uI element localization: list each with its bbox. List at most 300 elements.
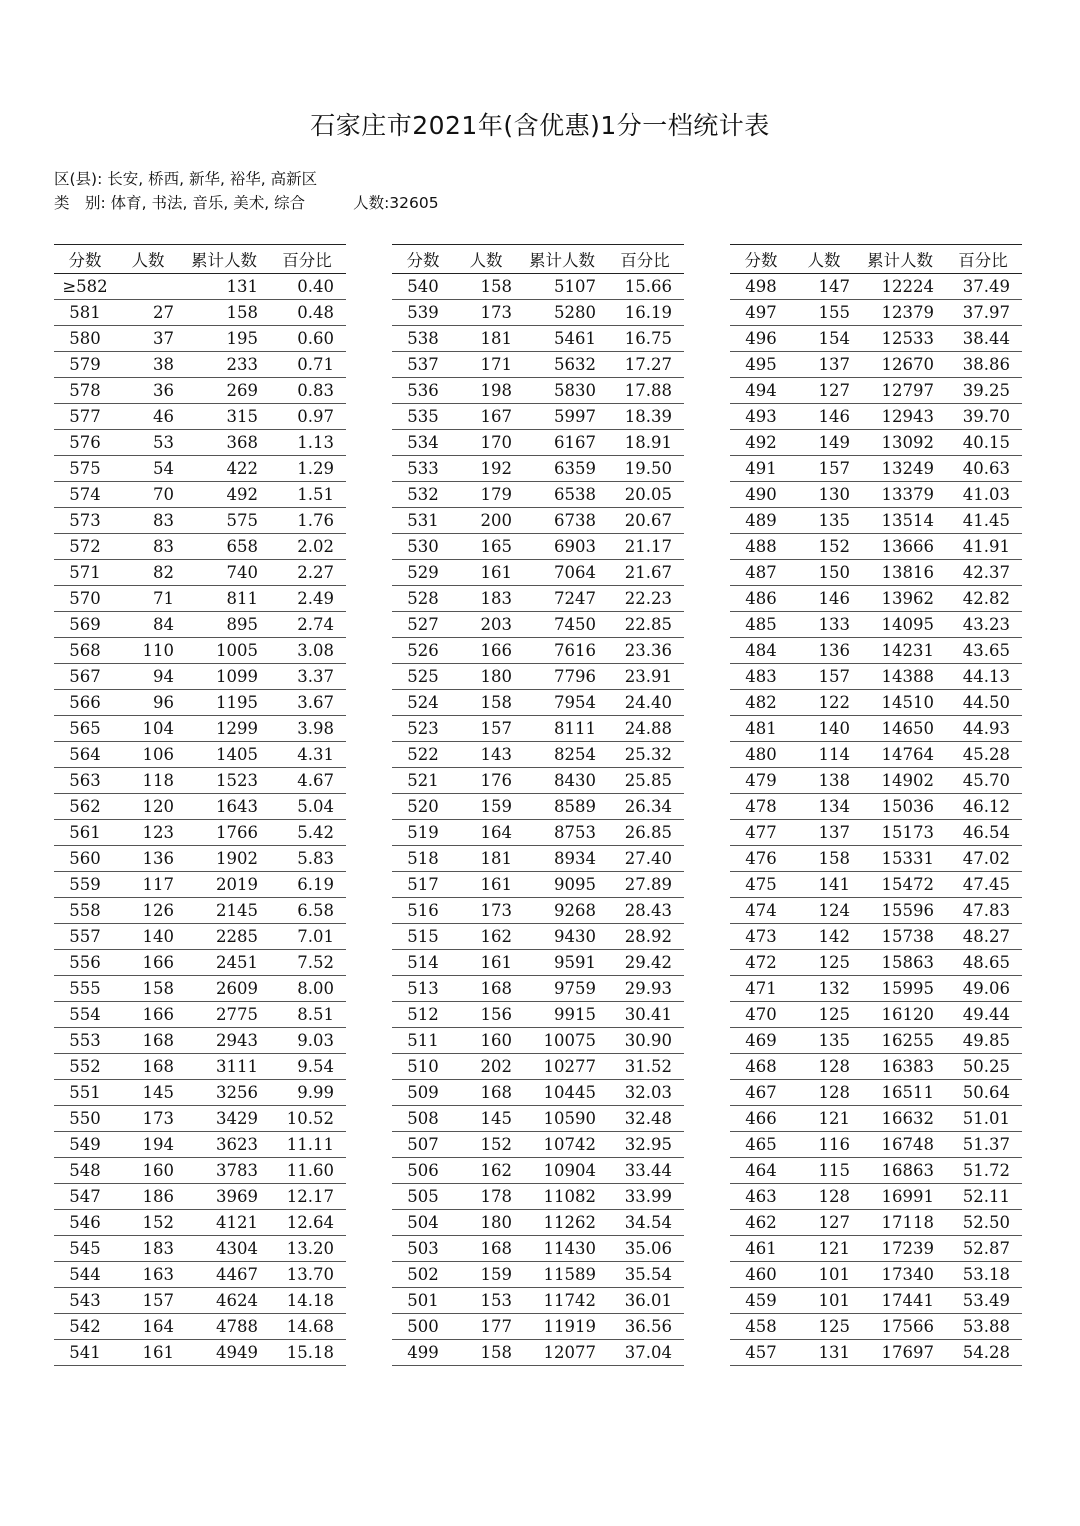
cell-score: 473 [730,924,792,950]
cell-cumulative: 15596 [856,898,944,924]
cell-cumulative: 4624 [180,1288,268,1314]
cell-cumulative: 13249 [856,456,944,482]
cell-cumulative: 3623 [180,1132,268,1158]
cell-score: 469 [730,1028,792,1054]
cell-count [116,274,180,300]
cell-percent: 17.88 [606,378,684,404]
cell-score: 462 [730,1210,792,1236]
cell-percent: 20.05 [606,482,684,508]
cell-percent: 14.68 [268,1314,346,1340]
cell-cumulative: 3256 [180,1080,268,1106]
cell-count: 128 [792,1080,856,1106]
cell-count: 94 [116,664,180,690]
table-row [730,482,1022,508]
cell-count: 162 [454,924,518,950]
table-row [392,352,684,378]
cell-percent: 24.40 [606,690,684,716]
cell-percent: 2.49 [268,586,346,612]
cell-percent: 11.60 [268,1158,346,1184]
cell-percent: 25.85 [606,768,684,794]
cell-score: 524 [392,690,454,716]
cell-score: 562 [54,794,116,820]
cell-cumulative: 1643 [180,794,268,820]
cell-count: 178 [454,1184,518,1210]
cell-score: 559 [54,872,116,898]
cell-percent: 22.85 [606,612,684,638]
cell-cumulative: 15173 [856,820,944,846]
table-row [392,950,684,976]
score-table-3 [730,244,1022,1366]
cell-count: 181 [454,846,518,872]
cell-percent: 47.83 [944,898,1022,924]
table-header-row [54,245,346,274]
cell-percent: 4.31 [268,742,346,768]
table-row [730,1002,1022,1028]
cell-score: 577 [54,404,116,430]
cell-cumulative: 12670 [856,352,944,378]
table-row [392,1288,684,1314]
table-row [54,1340,346,1366]
cell-count: 180 [454,1210,518,1236]
cell-percent: 19.50 [606,456,684,482]
cell-score: 544 [54,1262,116,1288]
cell-count: 126 [116,898,180,924]
cell-percent: 47.45 [944,872,1022,898]
table-row [392,1262,684,1288]
cell-count: 84 [116,612,180,638]
cell-count: 137 [792,352,856,378]
score-table [54,244,346,1366]
cell-cumulative: 131 [180,274,268,300]
cell-cumulative: 8111 [518,716,606,742]
cell-percent: 42.37 [944,560,1022,586]
cell-cumulative: 2943 [180,1028,268,1054]
cell-count: 146 [792,404,856,430]
table-row [54,1184,346,1210]
cell-percent: 21.67 [606,560,684,586]
cell-count: 176 [454,768,518,794]
cell-cumulative: 7954 [518,690,606,716]
cell-cumulative: 10075 [518,1028,606,1054]
cell-cumulative: 8430 [518,768,606,794]
cell-cumulative: 17697 [856,1340,944,1366]
table-row [392,274,684,300]
cell-percent: 49.06 [944,976,1022,1002]
table-row [392,742,684,768]
cell-score: 563 [54,768,116,794]
cell-score: 465 [730,1132,792,1158]
table-row [54,534,346,560]
cell-percent: 28.43 [606,898,684,924]
cell-count: 140 [116,924,180,950]
cell-score: 458 [730,1314,792,1340]
cell-cumulative: 158 [180,300,268,326]
cell-percent: 37.49 [944,274,1022,300]
cell-score: 521 [392,768,454,794]
cell-percent: 6.58 [268,898,346,924]
cell-percent: 36.56 [606,1314,684,1340]
cell-percent: 20.67 [606,508,684,534]
cell-count: 117 [116,872,180,898]
cell-count: 70 [116,482,180,508]
cell-percent: 53.49 [944,1288,1022,1314]
cell-count: 36 [116,378,180,404]
cell-percent: 1.13 [268,430,346,456]
cell-count: 168 [454,1236,518,1262]
cell-count: 160 [454,1028,518,1054]
cell-count: 131 [792,1340,856,1366]
table-row [392,924,684,950]
cell-score: 516 [392,898,454,924]
cell-count: 122 [792,690,856,716]
table-row [392,378,684,404]
table-row [730,1236,1022,1262]
table-row [54,1314,346,1340]
cell-count: 158 [116,976,180,1002]
cell-cumulative: 3783 [180,1158,268,1184]
cell-score: 527 [392,612,454,638]
cell-percent: 1.29 [268,456,346,482]
cell-cumulative: 10904 [518,1158,606,1184]
cell-score: 476 [730,846,792,872]
cell-cumulative: 9915 [518,1002,606,1028]
table-row [54,612,346,638]
table-row [730,404,1022,430]
cell-count: 138 [792,768,856,794]
total-count: 人数:32605 [353,194,439,212]
cell-percent: 18.39 [606,404,684,430]
table-row [54,924,346,950]
cell-count: 177 [454,1314,518,1340]
cell-percent: 30.90 [606,1028,684,1054]
cell-cumulative: 4121 [180,1210,268,1236]
cell-count: 115 [792,1158,856,1184]
table-row [392,976,684,1002]
table-row [54,1158,346,1184]
cell-percent: 27.89 [606,872,684,898]
table-row [730,976,1022,1002]
cell-score: 494 [730,378,792,404]
cell-score: 526 [392,638,454,664]
cell-count: 166 [116,1002,180,1028]
cell-score: 538 [392,326,454,352]
table-row [54,664,346,690]
cell-count: 166 [454,638,518,664]
cell-percent: 2.02 [268,534,346,560]
cell-score: 536 [392,378,454,404]
cell-score: 517 [392,872,454,898]
cell-count: 203 [454,612,518,638]
cell-score: 474 [730,898,792,924]
table-row [54,508,346,534]
table-row [730,950,1022,976]
table-row [54,638,346,664]
cell-cumulative: 12379 [856,300,944,326]
cell-percent: 0.83 [268,378,346,404]
cell-percent: 2.74 [268,612,346,638]
cell-count: 157 [454,716,518,742]
cell-count: 127 [792,1210,856,1236]
cell-cumulative: 6903 [518,534,606,560]
cell-percent: 45.28 [944,742,1022,768]
cell-cumulative: 2285 [180,924,268,950]
cell-percent: 5.42 [268,820,346,846]
cell-percent: 3.08 [268,638,346,664]
cell-percent: 38.44 [944,326,1022,352]
cell-cumulative: 2145 [180,898,268,924]
cell-cumulative: 14764 [856,742,944,768]
cell-score: 504 [392,1210,454,1236]
cell-cumulative: 14650 [856,716,944,742]
cell-score: 460 [730,1262,792,1288]
table-row [392,1210,684,1236]
cell-score: 500 [392,1314,454,1340]
cell-cumulative: 3969 [180,1184,268,1210]
cell-score: 512 [392,1002,454,1028]
cell-score: 575 [54,456,116,482]
cell-score: 491 [730,456,792,482]
cell-cumulative: 1195 [180,690,268,716]
cell-percent: 32.48 [606,1106,684,1132]
table-row [730,1080,1022,1106]
cell-percent: 9.99 [268,1080,346,1106]
cell-percent: 37.04 [606,1340,684,1366]
table-row [392,768,684,794]
cell-percent: 29.42 [606,950,684,976]
cell-count: 161 [454,560,518,586]
cell-cumulative: 9430 [518,924,606,950]
header-score: 分数 [392,245,454,274]
header-score: 分数 [730,245,792,274]
table-row [730,716,1022,742]
cell-score: 543 [54,1288,116,1314]
cell-score: 493 [730,404,792,430]
table-row [54,300,346,326]
cell-count: 158 [454,690,518,716]
cell-cumulative: 13379 [856,482,944,508]
cell-percent: 44.13 [944,664,1022,690]
table-row [730,534,1022,560]
cell-percent: 10.52 [268,1106,346,1132]
cell-score: 481 [730,716,792,742]
cell-count: 159 [454,1262,518,1288]
cell-cumulative: 5280 [518,300,606,326]
cell-percent: 43.65 [944,638,1022,664]
table-row [730,326,1022,352]
cell-score: 484 [730,638,792,664]
cell-score: 475 [730,872,792,898]
cell-cumulative: 10445 [518,1080,606,1106]
cell-count: 158 [454,1340,518,1366]
cell-cumulative: 575 [180,508,268,534]
cell-score: 522 [392,742,454,768]
cell-count: 121 [792,1236,856,1262]
cell-percent: 50.25 [944,1054,1022,1080]
table-row [54,456,346,482]
cell-cumulative: 16383 [856,1054,944,1080]
cell-cumulative: 5830 [518,378,606,404]
cell-percent: 24.88 [606,716,684,742]
cell-count: 198 [454,378,518,404]
cell-count: 157 [792,456,856,482]
cell-count: 46 [116,404,180,430]
cell-cumulative: 7247 [518,586,606,612]
cell-count: 120 [116,794,180,820]
cell-cumulative: 12797 [856,378,944,404]
table-row [54,794,346,820]
cell-score: 461 [730,1236,792,1262]
cell-count: 158 [792,846,856,872]
cell-count: 200 [454,508,518,534]
cell-cumulative: 1099 [180,664,268,690]
cell-score: 523 [392,716,454,742]
cell-cumulative: 12943 [856,404,944,430]
cell-count: 157 [116,1288,180,1314]
cell-cumulative: 5461 [518,326,606,352]
cell-count: 101 [792,1262,856,1288]
table-row [54,872,346,898]
cell-cumulative: 15995 [856,976,944,1002]
cell-cumulative: 492 [180,482,268,508]
cell-percent: 28.92 [606,924,684,950]
cell-score: 507 [392,1132,454,1158]
cell-score: 574 [54,482,116,508]
cell-cumulative: 12224 [856,274,944,300]
cell-percent: 53.18 [944,1262,1022,1288]
cell-count: 158 [454,274,518,300]
cell-score: 578 [54,378,116,404]
cell-score: 550 [54,1106,116,1132]
cell-count: 125 [792,1314,856,1340]
cell-cumulative: 1523 [180,768,268,794]
cell-cumulative: 15738 [856,924,944,950]
cell-count: 146 [792,586,856,612]
cell-score: 537 [392,352,454,378]
table-row [54,378,346,404]
cell-score: 579 [54,352,116,378]
cell-percent: 3.37 [268,664,346,690]
cell-cumulative: 269 [180,378,268,404]
cell-percent: 50.64 [944,1080,1022,1106]
cell-count: 161 [454,950,518,976]
cell-score: 548 [54,1158,116,1184]
cell-count: 38 [116,352,180,378]
cell-cumulative: 12533 [856,326,944,352]
cell-percent: 3.98 [268,716,346,742]
table-row [730,1106,1022,1132]
cell-percent: 9.54 [268,1054,346,1080]
cell-cumulative: 9759 [518,976,606,1002]
cell-cumulative: 6167 [518,430,606,456]
cell-cumulative: 1405 [180,742,268,768]
table-row [54,274,346,300]
cell-cumulative: 16511 [856,1080,944,1106]
header-percent: 百分比 [606,245,684,274]
cell-count: 27 [116,300,180,326]
cell-score: 567 [54,664,116,690]
table-row [392,612,684,638]
cell-count: 161 [454,872,518,898]
cell-percent: 25.32 [606,742,684,768]
cell-cumulative: 4467 [180,1262,268,1288]
cell-percent: 15.18 [268,1340,346,1366]
cell-percent: 16.19 [606,300,684,326]
cell-count: 183 [454,586,518,612]
cell-count: 106 [116,742,180,768]
cell-score: 499 [392,1340,454,1366]
cell-percent: 45.70 [944,768,1022,794]
cell-percent: 44.50 [944,690,1022,716]
cell-count: 128 [792,1184,856,1210]
header-cumulative: 累计人数 [856,245,944,274]
cell-count: 104 [116,716,180,742]
table-row [730,560,1022,586]
cell-cumulative: 11082 [518,1184,606,1210]
cell-score: 479 [730,768,792,794]
table-row [392,1028,684,1054]
cell-score: 565 [54,716,116,742]
cell-cumulative: 15036 [856,794,944,820]
table-row [54,1106,346,1132]
header-count: 人数 [792,245,856,274]
cell-percent: 26.34 [606,794,684,820]
cell-count: 163 [116,1262,180,1288]
cell-score: 514 [392,950,454,976]
cell-score: 477 [730,820,792,846]
cell-count: 54 [116,456,180,482]
cell-percent: 35.54 [606,1262,684,1288]
table-row [54,742,346,768]
cell-count: 147 [792,274,856,300]
category-line: 类 别: 体育, 书法, 音乐, 美术, 综合 [54,194,306,212]
cell-score: 480 [730,742,792,768]
cell-cumulative: 658 [180,534,268,560]
table-row [392,1236,684,1262]
table-row [392,846,684,872]
cell-cumulative: 2775 [180,1002,268,1028]
cell-score: 573 [54,508,116,534]
cell-score: 463 [730,1184,792,1210]
cell-count: 194 [116,1132,180,1158]
table-row [730,456,1022,482]
cell-score: 570 [54,586,116,612]
cell-count: 96 [116,690,180,716]
cell-score: 532 [392,482,454,508]
cell-percent: 7.52 [268,950,346,976]
table-row [54,976,346,1002]
cell-count: 136 [792,638,856,664]
cell-cumulative: 233 [180,352,268,378]
cell-percent: 51.37 [944,1132,1022,1158]
table-row [392,300,684,326]
cell-cumulative: 422 [180,456,268,482]
cell-percent: 43.23 [944,612,1022,638]
cell-score: 534 [392,430,454,456]
cell-count: 171 [454,352,518,378]
cell-percent: 39.70 [944,404,1022,430]
cell-cumulative: 2019 [180,872,268,898]
cell-count: 150 [792,560,856,586]
cell-cumulative: 895 [180,612,268,638]
cell-cumulative: 4788 [180,1314,268,1340]
cell-score: 571 [54,560,116,586]
cell-cumulative: 16748 [856,1132,944,1158]
cell-cumulative: 7796 [518,664,606,690]
cell-cumulative: 8254 [518,742,606,768]
cell-score: 471 [730,976,792,1002]
cell-cumulative: 3429 [180,1106,268,1132]
cell-count: 160 [116,1158,180,1184]
